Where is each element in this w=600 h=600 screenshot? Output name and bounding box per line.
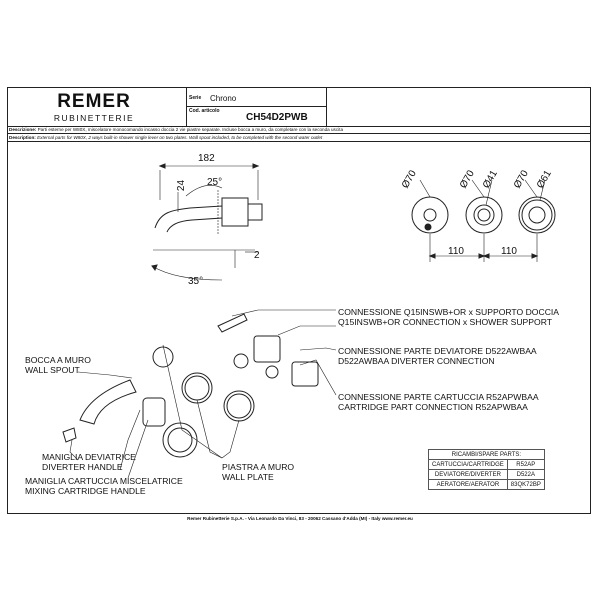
dim-depth: 24 [176, 179, 188, 192]
exploded-parts [63, 314, 318, 457]
code-value: CH54D2PWB [246, 112, 308, 123]
dim-plate2a: Ø70 [457, 168, 477, 191]
dim-plate2b: Ø41 [480, 168, 500, 191]
callout-diverter-handle: MANIGLIA DEVIATRICE DIVERTER HANDLE [42, 452, 136, 472]
dim-angle-top: 25° [207, 177, 223, 188]
callout-wall-plate: PIASTRA A MURO WALL PLATE [222, 462, 295, 482]
dim-plate3a: Ø70 [511, 168, 531, 191]
brand-sub: RUBINETTERIE [53, 113, 135, 123]
callout-cartridge-conn: CONNESSIONE PARTE CARTUCCIA R52APWBAA CARTRIDGE PART CONNECTION R52APWBAA [338, 392, 539, 412]
table-row: CARTUCCIA/CARTRIDGE R52AP [429, 460, 545, 470]
dim-length: 182 [198, 153, 215, 164]
description-it-text: Parti esterne per W80X, miscelatore monocomando incasso doccia 2 vie piastre separate. Incluse bocca a muro, da completare con la seconda uscita [37, 127, 343, 132]
footer-address: Remer Rubinetterie S.p.A. - Via Leonardo Da Vinci, 83 - 20062 Cassano d'Adda (MI) - Italy www.remer.eu [187, 516, 413, 521]
callout-cartridge-handle: MANIGLIA CARTUCCIA MISCELATRICE MIXING CARTRIDGE HANDLE [25, 476, 183, 496]
code-label: Cod. articolo [189, 108, 220, 114]
description-it-label: Descrizione: [9, 127, 37, 132]
serie-value: Chrono [210, 94, 237, 103]
serie-label: Serie [189, 95, 202, 101]
spares-title: RICAMBI/SPARE PARTS: [429, 450, 545, 460]
callout-shower-support: CONNESSIONE Q15INSWB+OR x SUPPORTO DOCCIA Q15INSWB+OR CONNECTION x SHOWER SUPPORT [338, 307, 560, 327]
callout-spout: BOCCA A MURO WALL SPOUT [25, 355, 91, 375]
dim-spacing2: 110 [501, 246, 517, 257]
brand-name: REMER [57, 91, 131, 112]
callout-diverter-conn: CONNESSIONE PARTE DEVIATORE D522AWBAA D522AWBAA DIVERTER CONNECTION [338, 346, 537, 366]
dim-angle-bottom: 35° [188, 276, 204, 287]
table-row: AERATORE/AERATOR 83QK72BP [429, 480, 545, 490]
spare-parts-table [428, 449, 545, 490]
dim-plate1: Ø70 [399, 168, 419, 191]
description-en-label: Description: [9, 135, 36, 140]
description-en-text: External parts for W80X, 2 ways built-in shower single lever on two plates. Wall spout included, to be completed with the second water outlet [37, 135, 323, 140]
table-row: DEVIATORE/DIVERTER D522A [429, 470, 545, 480]
dim-spacing1: 110 [448, 246, 464, 257]
front-views [412, 180, 555, 262]
dim-plate3b: Ø61 [534, 168, 554, 191]
dim-offset: 2 [254, 250, 260, 261]
